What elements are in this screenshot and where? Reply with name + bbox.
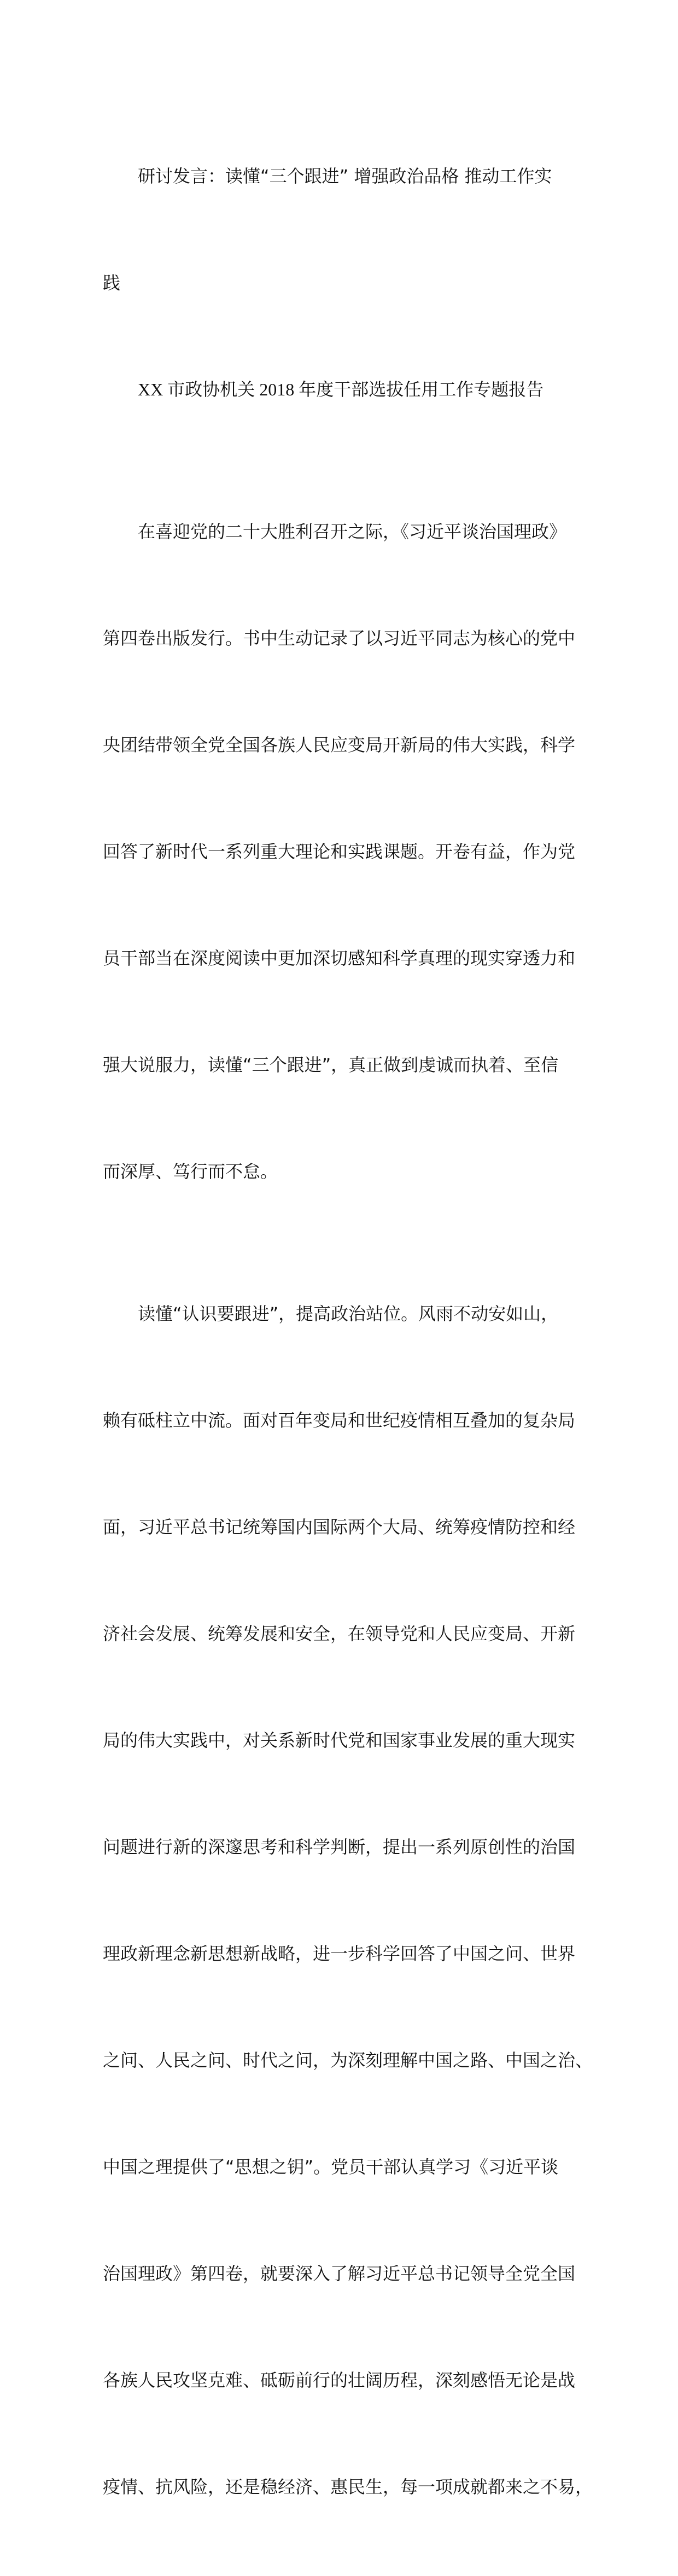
- document-body: [103, 88, 593, 2576]
- paragraph-1-line: 员干部当在深度阅读中更加深切感知科学真理的现实穿透力和: [103, 948, 576, 969]
- paragraph-2-line: 读懂“认识要跟进”，提高政治站位。风雨不动安如山，: [138, 1303, 559, 1324]
- paragraph-2-line: 疫情、抗风险，还是稳经济、惠民生，每一项成就都来之不易，: [103, 2476, 593, 2497]
- paragraph-2-line: 之问、人民之问、时代之问，为深刻理解中国之路、中国之治、: [103, 2050, 593, 2071]
- paragraph-2-line: 理政新理念新思想新战略，进一步科学回答了中国之问、世界: [103, 1943, 576, 1964]
- paragraph-1-line: 第四卷出版发行。书中生动记录了以习近平同志为核心的党中: [103, 628, 576, 649]
- paragraph-2-line: 各族人民攻坚克难、砥砺前行的壮阔历程，深刻感悟无论是战: [103, 2370, 576, 2391]
- paragraph-2-line: 中国之理提供了“思想之钥”。党员干部认真学习《习近平谈: [103, 2157, 559, 2177]
- paragraph-1-line: 而深厚、笃行而不怠。: [103, 1161, 278, 1182]
- paragraph-2-line: 赖有砥柱立中流。面对百年变局和世纪疫情相互叠加的复杂局: [103, 1410, 576, 1431]
- paragraph-2-line: 治国理政》第四卷，就要深入了解习近平总书记领导全党全国: [103, 2263, 576, 2284]
- paragraph-2-line: 面，习近平总书记统筹国内国际两个大局、统筹疫情防控和经: [103, 1517, 576, 1537]
- paragraph-1-line: 强大说服力，读懂“三个跟进”，真正做到虔诚而执着、至信: [103, 1054, 559, 1075]
- paragraph-1-line: 央团结带领全党全国各族人民应变局开新局的伟大实践，科学: [103, 735, 576, 755]
- paragraph-2-line: 局的伟大实践中，对关系新时代党和国家事业发展的重大现实: [103, 1730, 576, 1751]
- paragraph-1-line: 在喜迎党的二十大胜利召开之际，《习近平谈治国理政》: [138, 521, 567, 542]
- document-title-line-2: 践: [103, 272, 121, 293]
- paragraph-2-line: 济社会发展、统筹发展和安全，在领导党和人民应变局、开新: [103, 1623, 576, 1644]
- document-subtitle: XX 市政协机关 2018 年度干部选拔任用工作专题报告: [138, 380, 544, 399]
- paragraph-1-line: 回答了新时代一系列重大理论和实践课题。开卷有益，作为党: [103, 841, 576, 862]
- document-title-line-1: 研讨发言：读懂“三个跟进” 增强政治品格 推动工作实: [138, 166, 552, 187]
- paragraph-2-line: 问题进行新的深邃思考和科学判断，提出一系列原创性的治国: [103, 1837, 576, 1857]
